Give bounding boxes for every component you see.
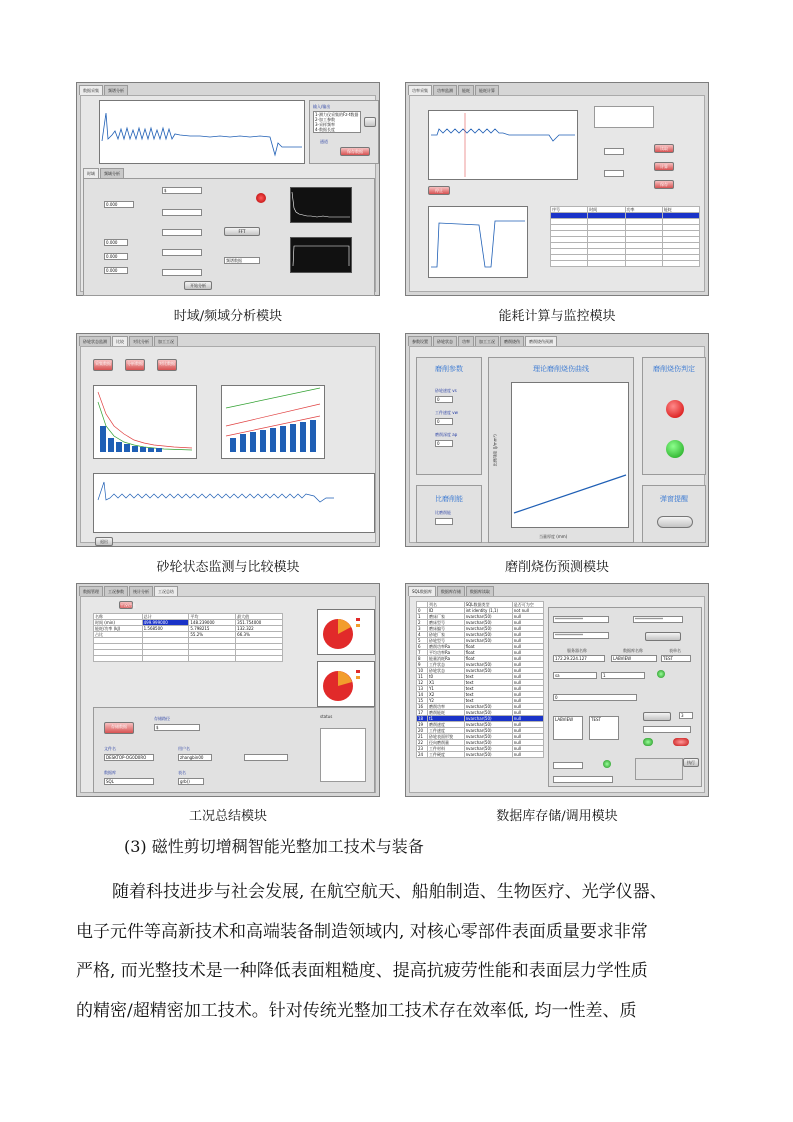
row-index: 24 (417, 752, 428, 758)
table-cell: 砂轮厂家 (427, 632, 464, 638)
row-index: 11 (417, 674, 428, 680)
record-field[interactable]: 0 (553, 694, 637, 701)
paragraph-line: 随着科技进步与社会发展, 在航空航天、船舶制造、生物医疗、光学仪器、 (112, 882, 667, 902)
table-row[interactable]: 占比 55.2% 66.3% (94, 632, 283, 638)
table-cell: 磨床型号 (427, 620, 464, 626)
spectrum-select[interactable]: 频谱数据 (224, 257, 260, 264)
analyze-button[interactable]: 分析数据 (125, 359, 145, 371)
panel-tabs (408, 336, 706, 346)
table-cell: ID (427, 608, 464, 614)
row-index: 23 (417, 746, 428, 752)
envelope-svg (291, 238, 351, 272)
table-cell: t0 (427, 674, 464, 680)
table-cell: null (512, 614, 543, 620)
misc-field[interactable] (244, 754, 288, 761)
param-label: 磨削深度 ap (435, 432, 458, 437)
grinding-params-box (416, 357, 482, 475)
col-head: 总计 (142, 614, 189, 620)
col-head: SQL数据类型 (464, 602, 512, 608)
table-cell: nvarchar(50) (464, 638, 512, 644)
y-axis-label: 比磨削能 (J/mm³) (492, 434, 498, 467)
table-cell: text (464, 698, 512, 704)
energy-table (550, 206, 700, 267)
execute-button[interactable]: 执行 (683, 758, 699, 767)
table-cell: 磨削能耗 (427, 710, 464, 716)
table-cell: 能量消耗Ra (427, 656, 464, 662)
wheel-speed-field[interactable]: 0 (435, 396, 453, 403)
param-field[interactable]: 0.000 (104, 253, 128, 260)
panel-body (80, 596, 376, 793)
stop-button[interactable]: 停止 (428, 186, 450, 195)
sql-command-box (635, 758, 683, 780)
row-index: 17 (417, 710, 428, 716)
panel-body (409, 596, 705, 793)
tab[interactable]: 数据库存储 (437, 586, 465, 596)
table-cell: 工件材料 (427, 746, 464, 752)
param-field[interactable] (162, 269, 202, 276)
table-row[interactable]: 时间 (min) 499.999000 148.239000 351.754000 (94, 620, 283, 626)
table-cell: null (512, 716, 543, 722)
table-cell: text (464, 680, 512, 686)
calc-button[interactable]: 计算 (654, 162, 674, 171)
table-field[interactable]: TEST (661, 655, 691, 662)
table-header (417, 602, 544, 608)
pie-chart-2 (317, 661, 375, 707)
condition-summary-panel (76, 583, 380, 797)
connect-led (657, 670, 665, 678)
table-cell: X1 (427, 680, 464, 686)
row-index: 21 (417, 734, 428, 740)
table-cell: t1 (427, 716, 464, 722)
row-index: 9 (417, 662, 428, 668)
grinding-burn-panel (405, 333, 709, 547)
conn-field[interactable]: ************** (633, 616, 683, 623)
param-label: 砂轮速度 vs (435, 388, 457, 393)
time-signal-svg (100, 101, 304, 163)
row-index: 3 (417, 626, 428, 632)
paragraph-line: 电子元件等高新技术和高端装备制造领域内, 对核心零部件表面质量要求非常 (76, 922, 648, 942)
tab[interactable]: 统计分析 (129, 586, 153, 596)
burn-red-led (666, 400, 684, 418)
ok-led (643, 738, 653, 746)
row-index: 18 (417, 716, 428, 722)
table-cell: 工件硬度 (427, 752, 464, 758)
sql-schema-table (416, 601, 544, 758)
table-cell: null (512, 722, 543, 728)
tab[interactable]: 频谱分析 (104, 85, 128, 95)
panel-tabs (79, 586, 377, 596)
param-field[interactable]: $ (162, 187, 202, 194)
tab[interactable]: 参数设置 (408, 336, 432, 346)
power-signal-plot (428, 110, 578, 180)
power-trend-plot (428, 206, 528, 278)
tab[interactable]: 工况总结 (154, 586, 178, 596)
col-head: 能耗 (662, 207, 699, 213)
save-data-button[interactable]: 保存数据 (340, 147, 370, 156)
lower-tabs (83, 168, 143, 178)
table-cell: null (512, 638, 543, 644)
tab[interactable]: 数据采集 (79, 85, 103, 95)
status-box (320, 728, 366, 782)
table-row[interactable]: 能耗/功率 (kJ) 1.568500 5.798215 132.322 (94, 626, 283, 632)
popup-alert-button[interactable] (657, 516, 693, 528)
table-cell: 平均功率Ra (427, 650, 464, 656)
server-label: 服务器名称 (567, 648, 587, 653)
table-cell: nvarchar(50) (464, 740, 512, 746)
spectrum-svg (291, 188, 351, 222)
row-index: 5 (417, 638, 428, 644)
table-cell: nvarchar(50) (464, 620, 512, 626)
table-cell: null (512, 698, 543, 704)
tab[interactable]: 时域 (83, 168, 99, 178)
row-index: 10 (417, 668, 428, 674)
burn-curve-line (514, 475, 626, 513)
time-signal-line (102, 113, 302, 155)
table-cell: null (512, 740, 543, 746)
status-label: status (320, 714, 333, 719)
table-cell: null (512, 632, 543, 638)
save-button[interactable]: 保存 (654, 180, 674, 189)
paragraph-line: 严格, 而光整技术是一种降低表面粗糙度、提高抗疲劳性能和表面层力学性质 (76, 961, 648, 981)
count-field[interactable]: 3 (679, 712, 693, 719)
row-index: 19 (417, 722, 428, 728)
table-name-label: 表单名 (669, 648, 681, 653)
table-cell: nvarchar(50) (464, 632, 512, 638)
pie-chart-1 (317, 609, 375, 655)
param-field[interactable] (162, 249, 202, 256)
burn-judge-box (642, 357, 706, 475)
row-index: 0 (417, 608, 428, 614)
panel-body (409, 346, 705, 543)
table-cell: nvarchar(50) (464, 752, 512, 758)
tab[interactable]: SQL数据库 (408, 586, 436, 596)
spectrum-plot (290, 187, 352, 223)
table-cell: nvarchar(50) (464, 710, 512, 716)
energy-monitor-panel (405, 82, 709, 296)
channel-label: 通道 (320, 139, 328, 144)
table-cell: 磨削功率Ra (427, 644, 464, 650)
specific-energy-title: 比磨削能 (435, 495, 463, 503)
panel-tabs (79, 85, 377, 95)
table-row[interactable] (417, 752, 544, 758)
list-b[interactable]: TEST (589, 716, 619, 740)
table-cell: null (512, 734, 543, 740)
tab[interactable]: 工况参数 (104, 586, 128, 596)
power-trend-svg (429, 207, 527, 277)
row-index: 2 (417, 620, 428, 626)
row-index: 6 (417, 644, 428, 650)
table-cell: Y2 (427, 698, 464, 704)
table-cell: null (512, 692, 543, 698)
compare-button[interactable]: 对比数据 (157, 359, 177, 371)
power-signal-svg (429, 111, 577, 179)
wheel-signal-plot (93, 473, 375, 533)
tab[interactable]: 砂轮状态 (433, 336, 457, 346)
col-head: 列名 (427, 602, 464, 608)
panel-tabs (408, 85, 706, 95)
table-cell: int identity (1,1) (464, 608, 512, 614)
analysis-params (83, 178, 375, 296)
table-cell: 磨削功率 (427, 704, 464, 710)
legend-box (594, 106, 654, 128)
row-index: 8 (417, 656, 428, 662)
time-frequency-panel (76, 82, 380, 296)
table-cell: text (464, 674, 512, 680)
table-cell: X2 (427, 692, 464, 698)
table-cell: nvarchar(50) (464, 716, 512, 722)
table-cell: 工件速度 (427, 728, 464, 734)
table-cell: null (512, 728, 543, 734)
row-index: 20 (417, 728, 428, 734)
tab[interactable]: 数据管理 (79, 586, 103, 596)
tab[interactable]: 功率 (458, 336, 474, 346)
paragraph-line: 的精密/超精密加工技术。针对传统光整加工技术存在效率低, 均一性差、质 (76, 1001, 637, 1021)
list-a[interactable]: LABVIEW (553, 716, 583, 740)
tab[interactable]: 磨削烧伤预测 (525, 336, 557, 346)
table-cell: not null (512, 608, 543, 614)
value-field[interactable] (604, 148, 624, 155)
col-head: 是否可为空 (512, 602, 543, 608)
table-cell: null (512, 656, 543, 662)
path-field[interactable]: $ (154, 724, 200, 731)
col-head: 平均 (189, 614, 236, 620)
panel-body (80, 95, 376, 292)
table-cell: nvarchar(50) (464, 614, 512, 620)
host-label: 文件名 (104, 746, 116, 751)
connection-box (548, 607, 702, 787)
conn-field[interactable]: ************** (553, 632, 609, 639)
error-led (673, 738, 689, 746)
tab[interactable]: 磨削烧伤 (500, 336, 524, 346)
table-cell: null (512, 686, 543, 692)
table-cell: float (464, 650, 512, 656)
popup-alert-box (642, 485, 706, 543)
tab[interactable]: 对比分析 (129, 336, 153, 346)
envelope-plot (290, 237, 352, 273)
tab[interactable]: 砂轮状态监测 (79, 336, 111, 346)
col-head: 序号 (551, 207, 588, 213)
path-label: 存储路径 (154, 716, 170, 721)
table-cell: nvarchar(50) (464, 704, 512, 710)
server-field[interactable]: 172.29.224.127 (553, 655, 605, 662)
col-head: 时间 (588, 207, 625, 213)
table-cell: null (512, 704, 543, 710)
col-head: 名称 (94, 614, 143, 620)
table-cell: null (512, 746, 543, 752)
table-cell: null (512, 752, 543, 758)
table-cell: null (512, 710, 543, 716)
db-label: 数据库 (104, 770, 116, 775)
table-cell: 砂轮表面形貌 (427, 734, 464, 740)
depth-field[interactable]: 0 (435, 440, 453, 447)
table-cell: null (512, 668, 543, 674)
table-cell: null (512, 680, 543, 686)
table-cell: null (512, 626, 543, 632)
caption-wheel: 砂轮状态监测与比较模块 (156, 560, 300, 575)
pie-2-svg (318, 662, 374, 706)
param-field[interactable] (162, 229, 202, 236)
tab[interactable]: 能耗计算 (475, 85, 499, 95)
value-field[interactable] (604, 170, 624, 177)
exit-button[interactable]: 退出 (95, 537, 113, 546)
table-cell: float (464, 656, 512, 662)
password-field[interactable]: 1 (601, 672, 645, 679)
specific-energy-label: 比磨削能 (435, 510, 451, 515)
tab[interactable]: 功率监测 (433, 85, 457, 95)
row-index: 4 (417, 632, 428, 638)
table-field[interactable]: grb() (178, 778, 204, 785)
time-domain-plot (99, 100, 305, 164)
burn-judge-title: 磨削烧伤判定 (653, 365, 695, 373)
store-data-button[interactable]: 存储数据 (104, 722, 134, 734)
param-label: 工件速度 vw (435, 410, 458, 415)
panel-body (80, 346, 376, 543)
table-cell: Y1 (427, 686, 464, 692)
specific-energy-field[interactable] (435, 518, 453, 525)
table-cell: 磨床编号 (427, 626, 464, 632)
storage-box (93, 707, 375, 793)
tab[interactable]: 比较 (112, 336, 128, 346)
description-textbox[interactable]: 1-测力仪采集的Fz-t数据 2-加工参数 3-采样频率 4-数据长度 (313, 111, 361, 133)
table-cell: 砂轮状态 (427, 668, 464, 674)
work-speed-field[interactable]: 0 (435, 418, 453, 425)
table-cell: null (512, 662, 543, 668)
host-field[interactable]: DESKTOP-OG0D0RO (104, 754, 154, 761)
decay-bar-plot (93, 385, 197, 459)
burn-curve-svg (512, 383, 628, 527)
status-led (256, 193, 266, 203)
table-cell: text (464, 692, 512, 698)
read-button[interactable]: 读取 (654, 144, 674, 153)
table-cell: 工件状态 (427, 662, 464, 668)
right-tab-area (309, 100, 379, 164)
table-cell: float (464, 644, 512, 650)
tab[interactable]: 数据库读取 (466, 586, 494, 596)
burn-green-led (666, 440, 684, 458)
wheel-signal-svg (94, 474, 374, 532)
db-field[interactable]: SQL (104, 778, 154, 785)
tab[interactable]: 频域分析 (100, 168, 124, 178)
wheel-condition-panel (76, 333, 380, 547)
record-field-2[interactable] (553, 776, 613, 783)
folder-button[interactable] (364, 117, 376, 127)
tab[interactable]: 加工工况 (154, 336, 178, 346)
caption-burn: 磨削烧伤预测模块 (504, 560, 609, 575)
panel-body (409, 95, 705, 292)
start-analysis-button[interactable]: 开始分析 (184, 281, 212, 290)
burn-curve-box (488, 357, 634, 543)
section-heading: (3) 磁性剪切增稠智能光整加工技术与装备 (124, 837, 424, 856)
user-field[interactable]: zhangbin00 (178, 754, 212, 761)
table-cell: nvarchar(50) (464, 722, 512, 728)
row-index: 1 (417, 614, 428, 620)
row-index: 22 (417, 740, 428, 746)
table-row[interactable] (551, 261, 700, 267)
db-name-label: 数据库名称 (623, 648, 643, 653)
param-field[interactable]: 0.000 (104, 267, 128, 274)
table-label: 表名 (178, 770, 186, 775)
table-cell: nvarchar(50) (464, 662, 512, 668)
burn-curve-plot (511, 382, 629, 528)
condition-badge[interactable]: 工况信息 (120, 603, 136, 608)
summary-table (93, 613, 283, 662)
conn-field[interactable]: ************** (553, 616, 609, 623)
pie-1-svg (318, 610, 374, 654)
data-select[interactable] (643, 712, 671, 721)
table-cell: nvarchar(50) (464, 734, 512, 740)
col-head: 最大值 (236, 614, 283, 620)
table-cell: nvarchar(50) (464, 626, 512, 632)
table-cell: 砂轮型号 (427, 638, 464, 644)
decay-bar-svg (94, 386, 196, 458)
table-cell: null (512, 674, 543, 680)
user-label: 用户名 (178, 746, 190, 751)
fft-button[interactable]: FFT (224, 227, 260, 236)
row-index: 15 (417, 698, 428, 704)
table-cell: text (464, 686, 512, 692)
table-cell: nvarchar(50) (464, 746, 512, 752)
table-cell: nvarchar(50) (464, 668, 512, 674)
row-index: 14 (417, 692, 428, 698)
tab[interactable]: 能耗 (458, 85, 474, 95)
table-cell: null (512, 620, 543, 626)
tab[interactable]: 功率采集 (408, 85, 432, 95)
row-index: 13 (417, 686, 428, 692)
specific-energy-box (416, 485, 482, 543)
caption-time-frequency: 时域/频域分析模块 (173, 309, 283, 324)
id-field[interactable] (553, 762, 583, 769)
param-field[interactable] (162, 209, 202, 216)
table-cell: nvarchar(50) (464, 728, 512, 734)
auth-select[interactable] (645, 632, 681, 641)
panel-tabs (408, 586, 706, 596)
row-index: 12 (417, 680, 428, 686)
inputs-label: 输入/输出 (313, 104, 331, 109)
row-index: 7 (417, 650, 428, 656)
database-panel (405, 583, 709, 797)
user-field[interactable]: sa (553, 672, 597, 679)
popup-alert-title: 弹窗提醒 (660, 495, 688, 503)
table-cell: null (512, 650, 543, 656)
param-field[interactable]: 0.000 (104, 201, 134, 208)
tab[interactable]: 加工工况 (475, 336, 499, 346)
table-row[interactable] (94, 656, 283, 662)
row-index: 16 (417, 704, 428, 710)
burn-curve-title: 理论磨削烧伤曲线 (533, 365, 589, 373)
param-field[interactable]: 0.000 (104, 239, 128, 246)
col-head: 功率 (625, 207, 662, 213)
table-cell: 径向磨削量 (427, 740, 464, 746)
range-field[interactable] (643, 726, 691, 733)
collect-button[interactable]: 采集数据 (93, 359, 113, 371)
x-axis-label: 当量厚度 (mm) (539, 534, 568, 539)
growth-bar-svg (222, 386, 324, 458)
table-cell: 磨床厂家 (427, 614, 464, 620)
params-title: 磨削参数 (435, 365, 463, 373)
table-cell: 磨削速度 (427, 722, 464, 728)
panel-tabs (79, 336, 377, 346)
caption-energy: 能耗计算与监控模块 (498, 309, 616, 324)
caption-database: 数据库存储/调用模块 (496, 809, 618, 824)
growth-bar-plot (221, 385, 325, 459)
query-led (603, 760, 611, 768)
table-cell: null (512, 644, 543, 650)
db-field[interactable]: LABVIEW (611, 655, 657, 662)
caption-summary: 工况总结模块 (188, 809, 267, 824)
